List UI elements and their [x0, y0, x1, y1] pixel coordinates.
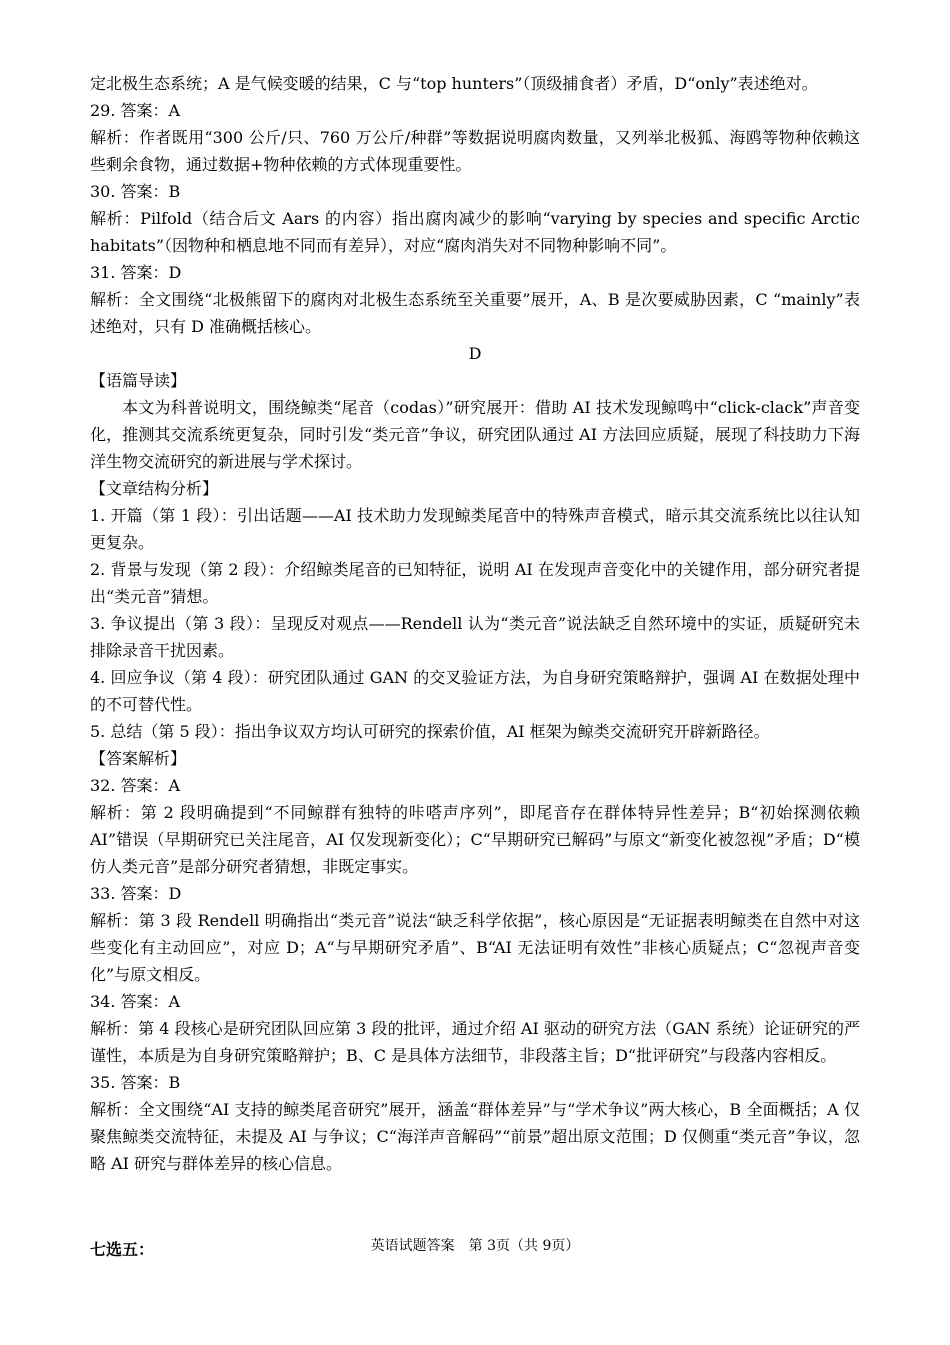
paragraph: 解析：Pilfold（结合后文 Aars 的内容）指出腐肉减少的影响“varying by species and specific Arctic habitats”（因物种和栖息地不同而有差异），对应“腐肉消失对不同物种影响不同”。	[90, 209, 860, 255]
blank-line	[90, 1193, 860, 1220]
answer-line: 30. 答案：B	[90, 182, 181, 201]
paragraph: 解析：全文围绕“AI 支持的鲸类尾音研究”展开，涵盖“群体差异”与“学术争议”两大核心，B 全面概括；A 仅聚焦鲸类交流特征，未提及 AI 与争议；C“海洋声音解码”“前景”超出原文范围；D 仅侧重“类元音”争议，忽略 AI 研究与群体差异的核心信息。	[90, 1100, 860, 1173]
section-label: 【答案解析】	[90, 749, 187, 768]
document-body	[90, 70, 860, 1263]
paragraph: 解析：作者既用“300 公斤/只、760 万公斤/种群”等数据说明腐肉数量，又列举北极狐、海鸥等物种依赖这些剩余食物，通过数据+物种依赖的方式体现重要性。	[90, 128, 860, 174]
section-label: 【语篇导读】	[90, 371, 187, 390]
paragraph: 3. 争议提出（第 3 段）：呈现反对观点——Rendell 认为“类元音”说法缺乏自然环境中的实证，质疑研究未排除录音干扰因素。	[90, 614, 860, 660]
answer-line: 32. 答案：A	[90, 776, 181, 795]
paragraph: 解析：第 3 段 Rendell 明确指出“类元音”说法“缺乏科学依据”，核心原因是“无证据表明鲸类在自然中对这些变化有主动回应”，对应 D；A“与早期研究矛盾”、B“AI 无法证明有效性”非核心质疑点；C“忽视声音变化”与原文相反。	[90, 911, 860, 984]
paragraph: 解析：第 4 段核心是研究团队回应第 3 段的批评，通过介绍 AI 驱动的研究方法（GAN 系统）论证研究的严谨性，本质是为自身研究策略辩护；B、C 是具体方法细节，非段落主旨；D“批评研究”与段落内容相反。	[90, 1019, 860, 1065]
paragraph: 1. 开篇（第 1 段）：引出话题——AI 技术助力发现鲸类尾音中的特殊声音模式，暗示其交流系统比以往认知更复杂。	[90, 506, 860, 552]
section-heading: 七选五：	[90, 1240, 155, 1259]
answer-line: 35. 答案：B	[90, 1073, 181, 1092]
paragraph: 解析：全文围绕“北极熊留下的腐肉对北极生态系统至关重要”展开，A、B 是次要威胁因素，C “mainly”表述绝对，只有 D 准确概括核心。	[90, 290, 860, 336]
paragraph: 定北极生态系统；A 是气候变暖的结果，C 与“top hunters”（顶级捕食者）矛盾，D“only”表述绝对。	[90, 74, 818, 93]
section-letter: D	[468, 344, 482, 363]
intro-paragraph: 本文为科普说明文，围绕鲸类“尾音（codas）”研究展开：借助 AI 技术发现鲸鸣中“click-clack”声音变化，推测其交流系统更复杂，同时引发“类元音”争议，研究团队通过 AI 方法回应质疑，展现了科技助力下海洋生物交流研究的新进展与学术探讨。	[90, 398, 860, 471]
section-label: 【文章结构分析】	[90, 479, 219, 498]
paragraph: 4. 回应争议（第 4 段）：研究团队通过 GAN 的交叉验证方法，为自身研究策略辩护，强调 AI 在数据处理中的不可替代性。	[90, 668, 860, 714]
answer-line: 33. 答案：D	[90, 884, 182, 903]
paragraph: 2. 背景与发现（第 2 段）：介绍鲸类尾音的已知特征，说明 AI 在发现声音变化中的关键作用，部分研究者提出“类元音”猜想。	[90, 560, 860, 606]
paragraph: 解析：第 2 段明确提到“不同鲸群有独特的咔嗒声序列”，即尾音存在群体特异性差异；B“初始探测依赖AI”错误（早期研究已关注尾音，AI 仅发现新变化）；C“早期研究已解码”与原文“新变化被忽视”矛盾；D“模仿人类元音”是部分研究者猜想，非既定事实。	[90, 803, 860, 876]
answer-line: 29. 答案：A	[90, 101, 181, 120]
answer-line: 34. 答案：A	[90, 992, 181, 1011]
answer-line: 31. 答案：D	[90, 263, 182, 282]
page-footer: 英语试题答案 第 3页（共 9页）	[370, 1238, 580, 1254]
paragraph: 5. 总结（第 5 段）：指出争议双方均认可研究的探索价值，AI 框架为鲸类交流研究开辟新路径。	[90, 722, 770, 741]
